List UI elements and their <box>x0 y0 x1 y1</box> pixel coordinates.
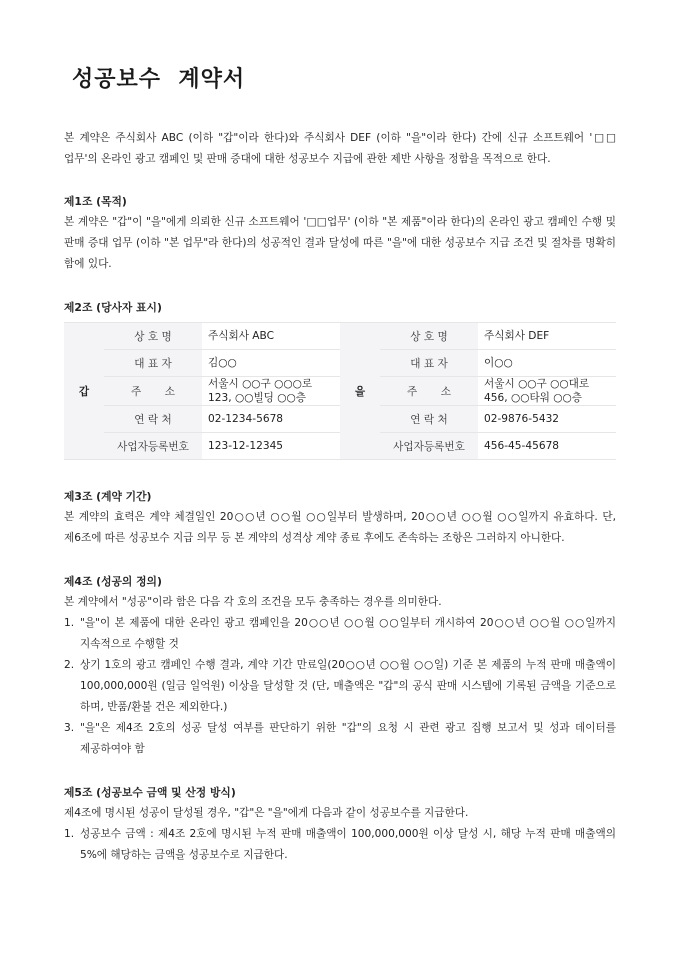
article-1-body: 본 계약은 "갑"이 "을"에게 의뢰한 신규 소프트웨어 '□□업무' (이하 "본 제품"이라 한다)의 온라인 광고 캠페인 수행 및 판매 증대 업무 (이하 "본 업무"라 한다)의 성공적인 결과 달성에 따른 "을"에 대한 성공보수 지급 조건 및 절차를 명확히 함에 있다. <box>64 216 616 270</box>
list-item <box>64 655 616 718</box>
contract-body <box>64 128 616 866</box>
list-item-text: 상기 1호의 광고 캠페인 수행 결과, 계약 기간 만료일(20○○년 ○○월 ○○일) 기준 본 제품의 누적 판매 매출액이 100,000,000원 (일금 일억원) 이상을 달성할 것 (단, 매출액은 "갑"의 공식 판매 시스템에 기록된 금액을 기준으로 하며, 반품/환불 건은 제외한다.) <box>80 659 616 713</box>
article-4-heading: 제4조 (성공의 정의) <box>64 575 162 588</box>
party-b-name: 주식회사 DEF <box>478 323 616 350</box>
party-a-biz-number: 123-12-12345 <box>202 433 340 460</box>
party-a-rep-label: 대 표 자 <box>104 350 202 377</box>
list-item-text: "을"이 본 제품에 대한 온라인 광고 캠페인을 20○○년 ○○월 ○○일부터 개시하여 20○○년 ○○월 ○○일까지 지속적으로 수행할 것 <box>80 617 616 650</box>
party-b-addr-label: 주 소 <box>380 377 478 406</box>
party-a-tel-label: 연 락 처 <box>104 406 202 433</box>
party-a-address: 서울시 ○○구 ○○○로 123, ○○빌딩 ○○층 <box>202 377 340 406</box>
party-table <box>64 322 616 460</box>
list-item <box>64 613 616 655</box>
article-2 <box>64 297 616 460</box>
article-4 <box>64 571 616 760</box>
list-item-number: 3. <box>64 722 75 734</box>
party-a-biz-label: 사업자등록번호 <box>104 433 202 460</box>
party-b-rep: 이○○ <box>478 350 616 377</box>
party-b-label: 을 <box>340 323 380 460</box>
article-4-list <box>64 613 616 760</box>
article-1-heading: 제1조 (목적) <box>64 195 127 208</box>
intro-paragraph: 본 계약은 주식회사 ABC (이하 "갑"이라 한다)와 주식회사 DEF (이하 "을"이라 한다) 간에 신규 소프트웨어 '□□업무'의 온라인 광고 캠페인 및 판매 증대에 대한 성공보수 지급에 관한 제반 사항을 정함을 목적으로 한다. <box>64 132 616 165</box>
article-5 <box>64 782 616 866</box>
article-3-heading: 제3조 (계약 기간) <box>64 490 152 503</box>
article-2-heading: 제2조 (당사자 표시) <box>64 301 162 314</box>
party-a-tel: 02-1234-5678 <box>202 406 340 433</box>
list-item <box>64 824 616 866</box>
list-item <box>64 718 616 760</box>
list-item-text: 성공보수 금액 : 제4조 2호에 명시된 누적 판매 매출액이 100,000,000원 이상 달성 시, 해당 누적 판매 매출액의 5%에 해당하는 금액을 성공보수로 지급한다. <box>80 828 616 861</box>
list-item-number: 2. <box>64 659 75 671</box>
party-a-rep: 김○○ <box>202 350 340 377</box>
party-b-rep-label: 대 표 자 <box>380 350 478 377</box>
party-a-label: 갑 <box>64 323 104 460</box>
article-3 <box>64 486 616 549</box>
party-b-biz-label: 사업자등록번호 <box>380 433 478 460</box>
party-b-name-label: 상 호 명 <box>380 323 478 350</box>
party-b-address: 서울시 ○○구 ○○대로 456, ○○타워 ○○층 <box>478 377 616 406</box>
party-a-addr-label: 주 소 <box>104 377 202 406</box>
party-a-name-label: 상 호 명 <box>104 323 202 350</box>
article-5-list <box>64 824 616 866</box>
article-5-heading: 제5조 (성공보수 금액 및 산정 방식) <box>64 786 236 799</box>
list-item-text: "을"은 제4조 2호의 성공 달성 여부를 판단하기 위한 "갑"의 요청 시 관련 광고 집행 보고서 및 성과 데이터를 제공하여야 함 <box>80 722 616 755</box>
article-3-body: 본 계약의 효력은 계약 체결일인 20○○년 ○○월 ○○일부터 발생하며, 20○○년 ○○월 ○○일까지 유효하다. 단, 제6조에 따른 성공보수 지급 의무 등 본 계약의 성격상 계약 종료 후에도 존속하는 조항은 그러하지 아니한다. <box>64 511 616 544</box>
document-title: 성공보수 계약서 <box>72 67 246 92</box>
list-item-number: 1. <box>64 617 75 629</box>
party-b-tel-label: 연 락 처 <box>380 406 478 433</box>
party-row-name <box>64 323 616 350</box>
list-item-number: 1. <box>64 828 75 840</box>
article-5-body: 제4조에 명시된 성공이 달성될 경우, "갑"은 "을"에게 다음과 같이 성공보수를 지급한다. <box>64 807 469 819</box>
article-4-body: 본 계약에서 "성공"이라 함은 다음 각 호의 조건을 모두 충족하는 경우를 의미한다. <box>64 596 442 608</box>
party-b-biz-number: 456-45-45678 <box>478 433 616 460</box>
party-a-name: 주식회사 ABC <box>202 323 340 350</box>
article-1 <box>64 191 616 275</box>
party-b-tel: 02-9876-5432 <box>478 406 616 433</box>
